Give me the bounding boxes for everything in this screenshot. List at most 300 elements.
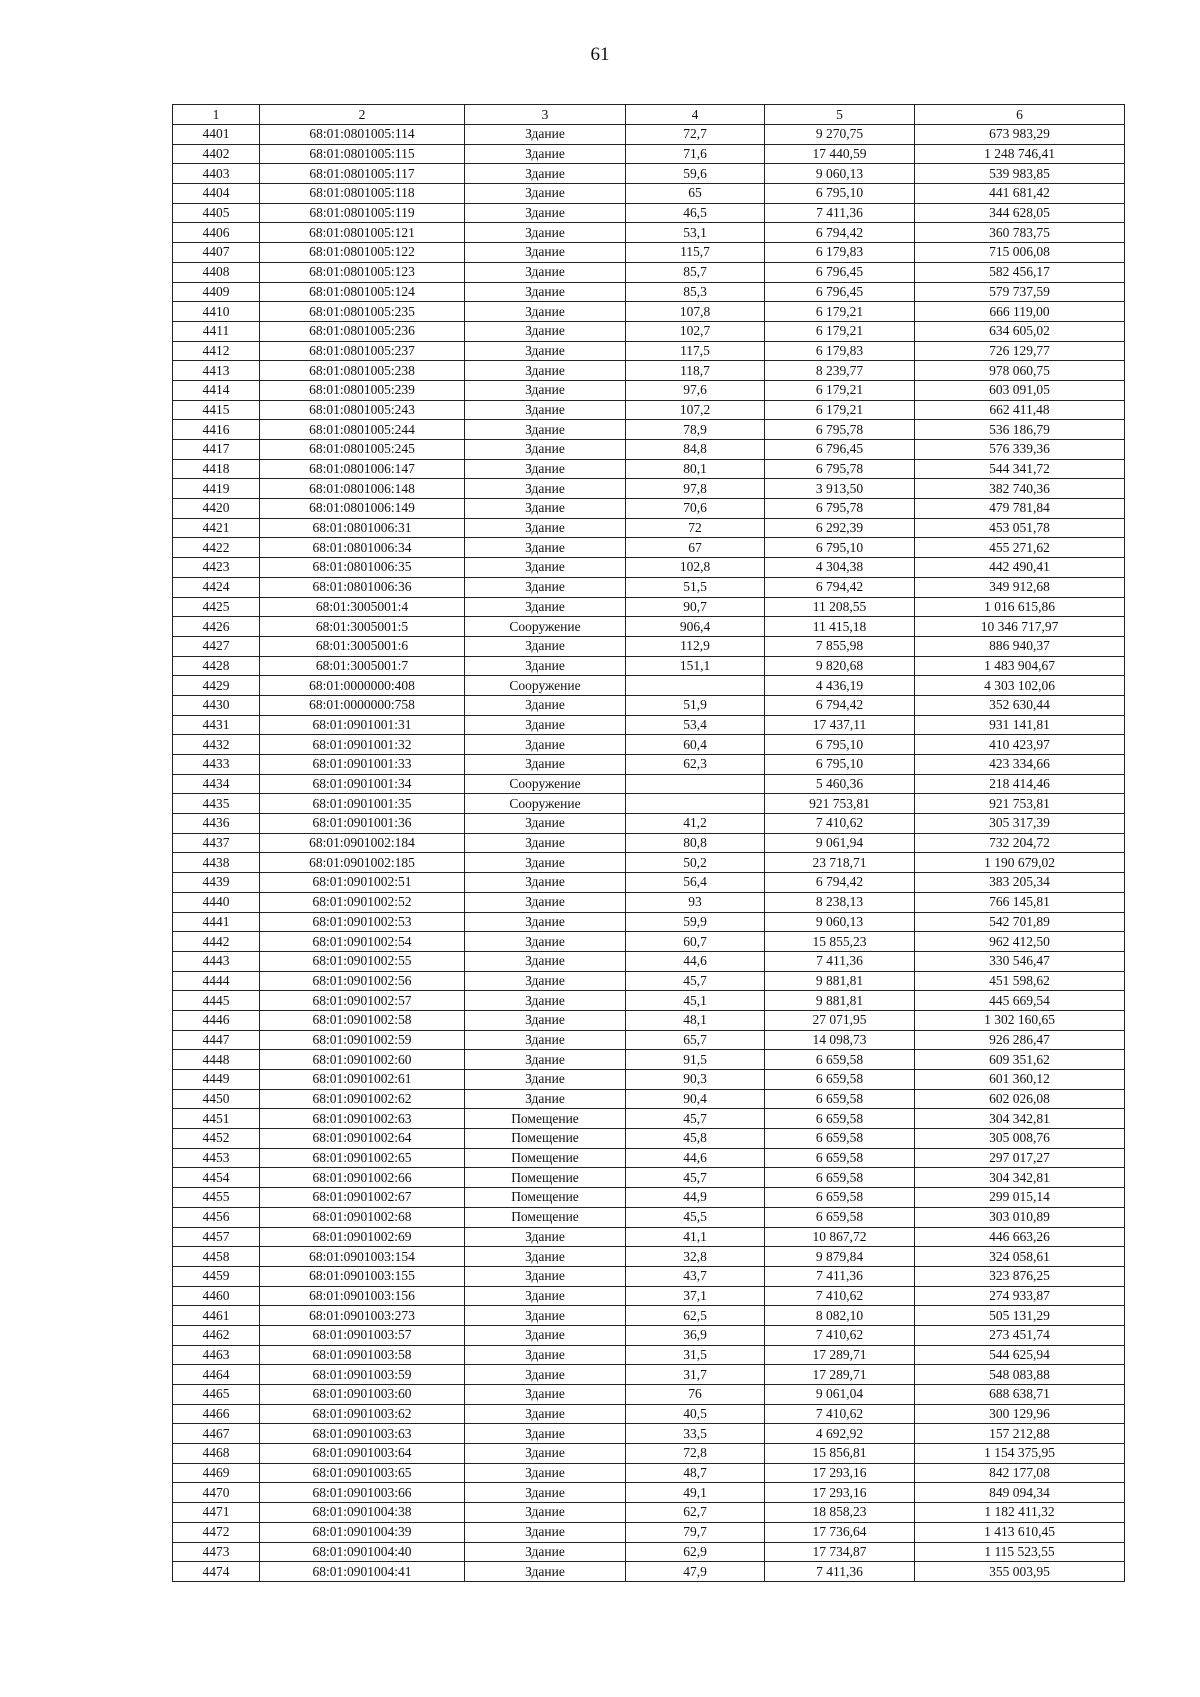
cell-unit-value: 10 867,72 [765, 1227, 915, 1247]
cell-area: 40,5 [626, 1404, 765, 1424]
table-row [173, 1030, 1125, 1050]
cell-unit-value: 6 659,58 [765, 1129, 915, 1149]
table-row [173, 558, 1125, 578]
column-header-6: 6 [915, 105, 1125, 125]
cell-area: 112,9 [626, 636, 765, 656]
cadastral-registry-table [172, 104, 1125, 1582]
cell-row-number: 4459 [173, 1266, 260, 1286]
cell-unit-value: 15 856,81 [765, 1444, 915, 1464]
cell-cadastral-number: 68:01:0801005:124 [260, 282, 465, 302]
cell-cadastral-number: 68:01:0901001:31 [260, 715, 465, 735]
table-row [173, 735, 1125, 755]
table-row [173, 1503, 1125, 1523]
cell-row-number: 4415 [173, 400, 260, 420]
cell-cadastral-number: 68:01:0901002:60 [260, 1050, 465, 1070]
cell-object-type: Здание [465, 144, 626, 164]
table-row [173, 1562, 1125, 1582]
table-row [173, 420, 1125, 440]
cell-row-number: 4410 [173, 302, 260, 322]
cell-cadastral-value: 1 115 523,55 [915, 1542, 1125, 1562]
cell-cadastral-value: 303 010,89 [915, 1207, 1125, 1227]
cell-area: 45,1 [626, 991, 765, 1011]
cell-row-number: 4429 [173, 676, 260, 696]
table-row [173, 814, 1125, 834]
cell-cadastral-value: 330 546,47 [915, 951, 1125, 971]
cell-cadastral-number: 68:01:0901002:184 [260, 833, 465, 853]
cell-unit-value: 7 411,36 [765, 951, 915, 971]
cell-cadastral-value: 442 490,41 [915, 558, 1125, 578]
table-row [173, 833, 1125, 853]
cell-cadastral-number: 68:01:0901003:155 [260, 1266, 465, 1286]
column-header-2: 2 [260, 105, 465, 125]
table-row [173, 1109, 1125, 1129]
cell-object-type: Здание [465, 1247, 626, 1267]
table-row [173, 1129, 1125, 1149]
cell-object-type: Здание [465, 341, 626, 361]
cell-row-number: 4456 [173, 1207, 260, 1227]
cell-cadastral-number: 68:01:0901003:64 [260, 1444, 465, 1464]
cell-unit-value: 6 795,10 [765, 735, 915, 755]
cell-object-type: Здание [465, 656, 626, 676]
cell-row-number: 4466 [173, 1404, 260, 1424]
cell-cadastral-number: 68:01:0901003:59 [260, 1365, 465, 1385]
table-row [173, 538, 1125, 558]
cell-cadastral-number: 68:01:0901001:35 [260, 794, 465, 814]
cell-unit-value: 17 289,71 [765, 1365, 915, 1385]
cell-cadastral-number: 68:01:0901001:32 [260, 735, 465, 755]
cell-area: 51,9 [626, 695, 765, 715]
cell-unit-value: 7 411,36 [765, 1266, 915, 1286]
cell-area: 45,7 [626, 971, 765, 991]
cell-object-type: Здание [465, 302, 626, 322]
cell-object-type: Здание [465, 715, 626, 735]
cell-object-type: Здание [465, 203, 626, 223]
cell-object-type: Помещение [465, 1109, 626, 1129]
cell-cadastral-number: 68:01:0901004:40 [260, 1542, 465, 1562]
table-row [173, 755, 1125, 775]
cell-cadastral-number: 68:01:0801005:245 [260, 440, 465, 460]
cell-area: 85,3 [626, 282, 765, 302]
table-row [173, 1010, 1125, 1030]
cell-unit-value: 27 071,95 [765, 1010, 915, 1030]
header-row [173, 105, 1125, 125]
cell-unit-value: 6 795,10 [765, 755, 915, 775]
cell-object-type: Здание [465, 853, 626, 873]
cell-cadastral-number: 68:01:0801006:36 [260, 577, 465, 597]
table-row [173, 951, 1125, 971]
cell-unit-value: 17 440,59 [765, 144, 915, 164]
table-row [173, 656, 1125, 676]
cell-area: 53,4 [626, 715, 765, 735]
cell-unit-value: 9 061,04 [765, 1385, 915, 1405]
cell-cadastral-number: 68:01:0901002:59 [260, 1030, 465, 1050]
cell-unit-value: 6 659,58 [765, 1109, 915, 1129]
cell-area [626, 676, 765, 696]
cell-cadastral-value: 576 339,36 [915, 440, 1125, 460]
cell-row-number: 4473 [173, 1542, 260, 1562]
cell-cadastral-number: 68:01:0801005:122 [260, 243, 465, 263]
cell-cadastral-value: 453 051,78 [915, 518, 1125, 538]
cell-cadastral-number: 68:01:0901001:36 [260, 814, 465, 834]
cell-cadastral-value: 1 248 746,41 [915, 144, 1125, 164]
cell-cadastral-value: 451 598,62 [915, 971, 1125, 991]
cell-area: 72 [626, 518, 765, 538]
cell-object-type: Здание [465, 1542, 626, 1562]
table-row [173, 321, 1125, 341]
table-row [173, 479, 1125, 499]
cell-cadastral-value: 355 003,95 [915, 1562, 1125, 1582]
cell-object-type: Здание [465, 1522, 626, 1542]
cell-row-number: 4405 [173, 203, 260, 223]
table-row [173, 223, 1125, 243]
cell-cadastral-value: 634 605,02 [915, 321, 1125, 341]
cell-row-number: 4404 [173, 184, 260, 204]
cell-area: 45,8 [626, 1129, 765, 1149]
cell-row-number: 4412 [173, 341, 260, 361]
cell-area: 60,4 [626, 735, 765, 755]
cell-row-number: 4467 [173, 1424, 260, 1444]
cell-unit-value: 6 796,45 [765, 282, 915, 302]
cell-cadastral-value: 542 701,89 [915, 912, 1125, 932]
cell-unit-value: 6 794,42 [765, 577, 915, 597]
cell-area: 49,1 [626, 1483, 765, 1503]
cell-cadastral-value: 688 638,71 [915, 1385, 1125, 1405]
cell-cadastral-value: 1 016 615,86 [915, 597, 1125, 617]
cell-row-number: 4437 [173, 833, 260, 853]
cell-row-number: 4436 [173, 814, 260, 834]
cell-unit-value: 11 415,18 [765, 617, 915, 637]
cell-cadastral-value: 673 983,29 [915, 125, 1125, 145]
cell-object-type: Здание [465, 577, 626, 597]
cell-cadastral-number: 68:01:0801005:244 [260, 420, 465, 440]
cell-object-type: Здание [465, 873, 626, 893]
table-row [173, 853, 1125, 873]
table-row [173, 971, 1125, 991]
cell-cadastral-value: 766 145,81 [915, 892, 1125, 912]
table-row [173, 1542, 1125, 1562]
table-row [173, 676, 1125, 696]
table-row [173, 341, 1125, 361]
cell-cadastral-value: 297 017,27 [915, 1148, 1125, 1168]
cell-object-type: Здание [465, 1010, 626, 1030]
cell-area: 65 [626, 184, 765, 204]
cell-unit-value: 6 292,39 [765, 518, 915, 538]
cell-cadastral-value: 1 154 375,95 [915, 1444, 1125, 1464]
cell-row-number: 4447 [173, 1030, 260, 1050]
cell-cadastral-number: 68:01:0801005:118 [260, 184, 465, 204]
cell-area: 906,4 [626, 617, 765, 637]
cell-cadastral-number: 68:01:0801005:239 [260, 380, 465, 400]
cell-cadastral-number: 68:01:0901001:34 [260, 774, 465, 794]
cell-object-type: Сооружение [465, 774, 626, 794]
cell-cadastral-value: 304 342,81 [915, 1168, 1125, 1188]
cell-unit-value: 6 794,42 [765, 223, 915, 243]
cell-row-number: 4445 [173, 991, 260, 1011]
cell-object-type: Здание [465, 932, 626, 952]
cell-cadastral-number: 68:01:3005001:6 [260, 636, 465, 656]
cell-unit-value: 6 179,83 [765, 243, 915, 263]
cell-object-type: Здание [465, 833, 626, 853]
cell-cadastral-value: 446 663,26 [915, 1227, 1125, 1247]
table-row [173, 1227, 1125, 1247]
cell-cadastral-number: 68:01:0901002:56 [260, 971, 465, 991]
cell-cadastral-number: 68:01:0901001:33 [260, 755, 465, 775]
table-row [173, 1089, 1125, 1109]
table-row [173, 1148, 1125, 1168]
cell-cadastral-value: 544 625,94 [915, 1345, 1125, 1365]
table-row [173, 1325, 1125, 1345]
cell-cadastral-value: 299 015,14 [915, 1188, 1125, 1208]
cell-row-number: 4411 [173, 321, 260, 341]
cell-object-type: Здание [465, 912, 626, 932]
table-row [173, 262, 1125, 282]
cell-cadastral-number: 68:01:0000000:408 [260, 676, 465, 696]
cell-unit-value: 9 820,68 [765, 656, 915, 676]
cell-area: 90,7 [626, 597, 765, 617]
cell-unit-value: 6 659,58 [765, 1070, 915, 1090]
cell-area [626, 794, 765, 814]
table-row [173, 1463, 1125, 1483]
cell-unit-value: 9 270,75 [765, 125, 915, 145]
cell-row-number: 4402 [173, 144, 260, 164]
cell-cadastral-number: 68:01:0801005:243 [260, 400, 465, 420]
table-row [173, 282, 1125, 302]
table-row [173, 1050, 1125, 1070]
cell-object-type: Сооружение [465, 617, 626, 637]
cell-object-type: Здание [465, 1306, 626, 1326]
cell-cadastral-number: 68:01:0801005:114 [260, 125, 465, 145]
cell-cadastral-number: 68:01:0901002:51 [260, 873, 465, 893]
cell-object-type: Здание [465, 499, 626, 519]
table-row [173, 1188, 1125, 1208]
cell-row-number: 4407 [173, 243, 260, 263]
cell-object-type: Здание [465, 459, 626, 479]
cell-cadastral-number: 68:01:0901002:65 [260, 1148, 465, 1168]
cell-cadastral-number: 68:01:0901002:185 [260, 853, 465, 873]
column-header-1: 1 [173, 105, 260, 125]
cell-area: 32,8 [626, 1247, 765, 1267]
cell-area: 31,7 [626, 1365, 765, 1385]
cell-cadastral-value: 602 026,08 [915, 1089, 1125, 1109]
table-row [173, 577, 1125, 597]
cell-area: 90,3 [626, 1070, 765, 1090]
cell-cadastral-number: 68:01:0000000:758 [260, 695, 465, 715]
cell-area: 118,7 [626, 361, 765, 381]
cell-unit-value: 9 060,13 [765, 912, 915, 932]
cell-area: 51,5 [626, 577, 765, 597]
cell-object-type: Здание [465, 597, 626, 617]
cell-cadastral-number: 68:01:0801006:35 [260, 558, 465, 578]
cell-cadastral-number: 68:01:0901003:154 [260, 1247, 465, 1267]
cell-area: 84,8 [626, 440, 765, 460]
cell-row-number: 4440 [173, 892, 260, 912]
cell-row-number: 4427 [173, 636, 260, 656]
cell-object-type: Здание [465, 814, 626, 834]
cell-unit-value: 17 736,64 [765, 1522, 915, 1542]
cell-object-type: Здание [465, 558, 626, 578]
cell-cadastral-value: 300 129,96 [915, 1404, 1125, 1424]
cell-object-type: Здание [465, 755, 626, 775]
cell-object-type: Помещение [465, 1207, 626, 1227]
cell-cadastral-value: 962 412,50 [915, 932, 1125, 952]
cell-cadastral-value: 609 351,62 [915, 1050, 1125, 1070]
cell-unit-value: 6 794,42 [765, 695, 915, 715]
cell-unit-value: 17 734,87 [765, 1542, 915, 1562]
cell-cadastral-value: 666 119,00 [915, 302, 1125, 322]
cell-object-type: Здание [465, 636, 626, 656]
cell-unit-value: 17 293,16 [765, 1463, 915, 1483]
cell-area: 62,7 [626, 1503, 765, 1523]
cell-area: 107,8 [626, 302, 765, 322]
table-row [173, 1070, 1125, 1090]
table-row [173, 302, 1125, 322]
cell-object-type: Помещение [465, 1188, 626, 1208]
table-row [173, 991, 1125, 1011]
cell-object-type: Здание [465, 1286, 626, 1306]
cell-row-number: 4471 [173, 1503, 260, 1523]
cell-cadastral-number: 68:01:0901003:65 [260, 1463, 465, 1483]
cell-cadastral-number: 68:01:0901002:68 [260, 1207, 465, 1227]
cell-unit-value: 6 794,42 [765, 873, 915, 893]
cell-unit-value: 11 208,55 [765, 597, 915, 617]
cell-area: 93 [626, 892, 765, 912]
cell-cadastral-value: 157 212,88 [915, 1424, 1125, 1444]
cell-unit-value: 3 913,50 [765, 479, 915, 499]
cell-unit-value: 17 293,16 [765, 1483, 915, 1503]
cell-unit-value: 7 410,62 [765, 1325, 915, 1345]
cell-object-type: Здание [465, 1503, 626, 1523]
cell-row-number: 4458 [173, 1247, 260, 1267]
cell-object-type: Здание [465, 695, 626, 715]
cell-row-number: 4409 [173, 282, 260, 302]
cell-unit-value: 9 879,84 [765, 1247, 915, 1267]
cell-object-type: Здание [465, 420, 626, 440]
cell-cadastral-value: 324 058,61 [915, 1247, 1125, 1267]
cell-object-type: Здание [465, 1562, 626, 1582]
cell-unit-value: 7 410,62 [765, 814, 915, 834]
cell-cadastral-number: 68:01:0801006:149 [260, 499, 465, 519]
cell-row-number: 4428 [173, 656, 260, 676]
cell-area: 33,5 [626, 1424, 765, 1444]
cell-cadastral-number: 68:01:0801006:34 [260, 538, 465, 558]
cell-object-type: Здание [465, 243, 626, 263]
cell-object-type: Здание [465, 400, 626, 420]
cell-row-number: 4416 [173, 420, 260, 440]
cell-cadastral-number: 68:01:0901004:38 [260, 1503, 465, 1523]
table-row [173, 1247, 1125, 1267]
cell-cadastral-value: 410 423,97 [915, 735, 1125, 755]
table-row [173, 125, 1125, 145]
cell-row-number: 4461 [173, 1306, 260, 1326]
table-row [173, 636, 1125, 656]
cell-row-number: 4443 [173, 951, 260, 971]
cell-cadastral-number: 68:01:0901002:64 [260, 1129, 465, 1149]
cell-cadastral-value: 505 131,29 [915, 1306, 1125, 1326]
cell-cadastral-value: 662 411,48 [915, 400, 1125, 420]
cell-row-number: 4431 [173, 715, 260, 735]
cell-row-number: 4434 [173, 774, 260, 794]
cell-row-number: 4442 [173, 932, 260, 952]
cell-row-number: 4426 [173, 617, 260, 637]
cell-row-number: 4453 [173, 1148, 260, 1168]
cell-row-number: 4463 [173, 1345, 260, 1365]
cell-cadastral-number: 68:01:0801005:123 [260, 262, 465, 282]
cell-row-number: 4413 [173, 361, 260, 381]
cell-cadastral-number: 68:01:3005001:7 [260, 656, 465, 676]
cell-cadastral-value: 218 414,46 [915, 774, 1125, 794]
cell-row-number: 4406 [173, 223, 260, 243]
cell-unit-value: 6 795,10 [765, 184, 915, 204]
cell-cadastral-number: 68:01:0901002:61 [260, 1070, 465, 1090]
cell-unit-value: 7 855,98 [765, 636, 915, 656]
cell-unit-value: 7 410,62 [765, 1404, 915, 1424]
cell-area: 79,7 [626, 1522, 765, 1542]
table-row [173, 400, 1125, 420]
cell-unit-value: 9 061,94 [765, 833, 915, 853]
cell-cadastral-value: 1 483 904,67 [915, 656, 1125, 676]
cell-area: 97,8 [626, 479, 765, 499]
cell-cadastral-value: 603 091,05 [915, 380, 1125, 400]
table-row [173, 380, 1125, 400]
cell-row-number: 4470 [173, 1483, 260, 1503]
cell-unit-value: 7 411,36 [765, 203, 915, 223]
cell-cadastral-value: 441 681,42 [915, 184, 1125, 204]
cell-row-number: 4401 [173, 125, 260, 145]
cell-object-type: Помещение [465, 1129, 626, 1149]
cell-cadastral-value: 715 006,08 [915, 243, 1125, 263]
table-row [173, 1365, 1125, 1385]
table-row [173, 1522, 1125, 1542]
cell-row-number: 4450 [173, 1089, 260, 1109]
table-row [173, 499, 1125, 519]
cell-row-number: 4457 [173, 1227, 260, 1247]
cell-cadastral-value: 601 360,12 [915, 1070, 1125, 1090]
table-row [173, 1266, 1125, 1286]
cell-row-number: 4414 [173, 380, 260, 400]
cell-area: 85,7 [626, 262, 765, 282]
cell-cadastral-value: 274 933,87 [915, 1286, 1125, 1306]
cell-cadastral-number: 68:01:0901002:66 [260, 1168, 465, 1188]
cell-cadastral-number: 68:01:0901003:273 [260, 1306, 465, 1326]
cell-object-type: Здание [465, 1030, 626, 1050]
cell-row-number: 4433 [173, 755, 260, 775]
cell-area: 56,4 [626, 873, 765, 893]
cell-area: 71,6 [626, 144, 765, 164]
cell-cadastral-number: 68:01:0901003:62 [260, 1404, 465, 1424]
cell-cadastral-value: 582 456,17 [915, 262, 1125, 282]
cell-area: 65,7 [626, 1030, 765, 1050]
cell-object-type: Здание [465, 991, 626, 1011]
cell-cadastral-number: 68:01:0801005:121 [260, 223, 465, 243]
cell-row-number: 4417 [173, 440, 260, 460]
cell-object-type: Помещение [465, 1168, 626, 1188]
table-row [173, 774, 1125, 794]
cell-object-type: Здание [465, 1385, 626, 1405]
cell-area: 72,8 [626, 1444, 765, 1464]
cell-area: 59,6 [626, 164, 765, 184]
cell-unit-value: 18 858,23 [765, 1503, 915, 1523]
table-row [173, 1207, 1125, 1227]
cell-cadastral-value: 455 271,62 [915, 538, 1125, 558]
table-row [173, 1168, 1125, 1188]
cell-unit-value: 6 659,58 [765, 1168, 915, 1188]
column-header-3: 3 [465, 105, 626, 125]
cell-object-type: Здание [465, 518, 626, 538]
cell-cadastral-value: 304 342,81 [915, 1109, 1125, 1129]
table-row [173, 518, 1125, 538]
cell-row-number: 4454 [173, 1168, 260, 1188]
cell-object-type: Здание [465, 1404, 626, 1424]
